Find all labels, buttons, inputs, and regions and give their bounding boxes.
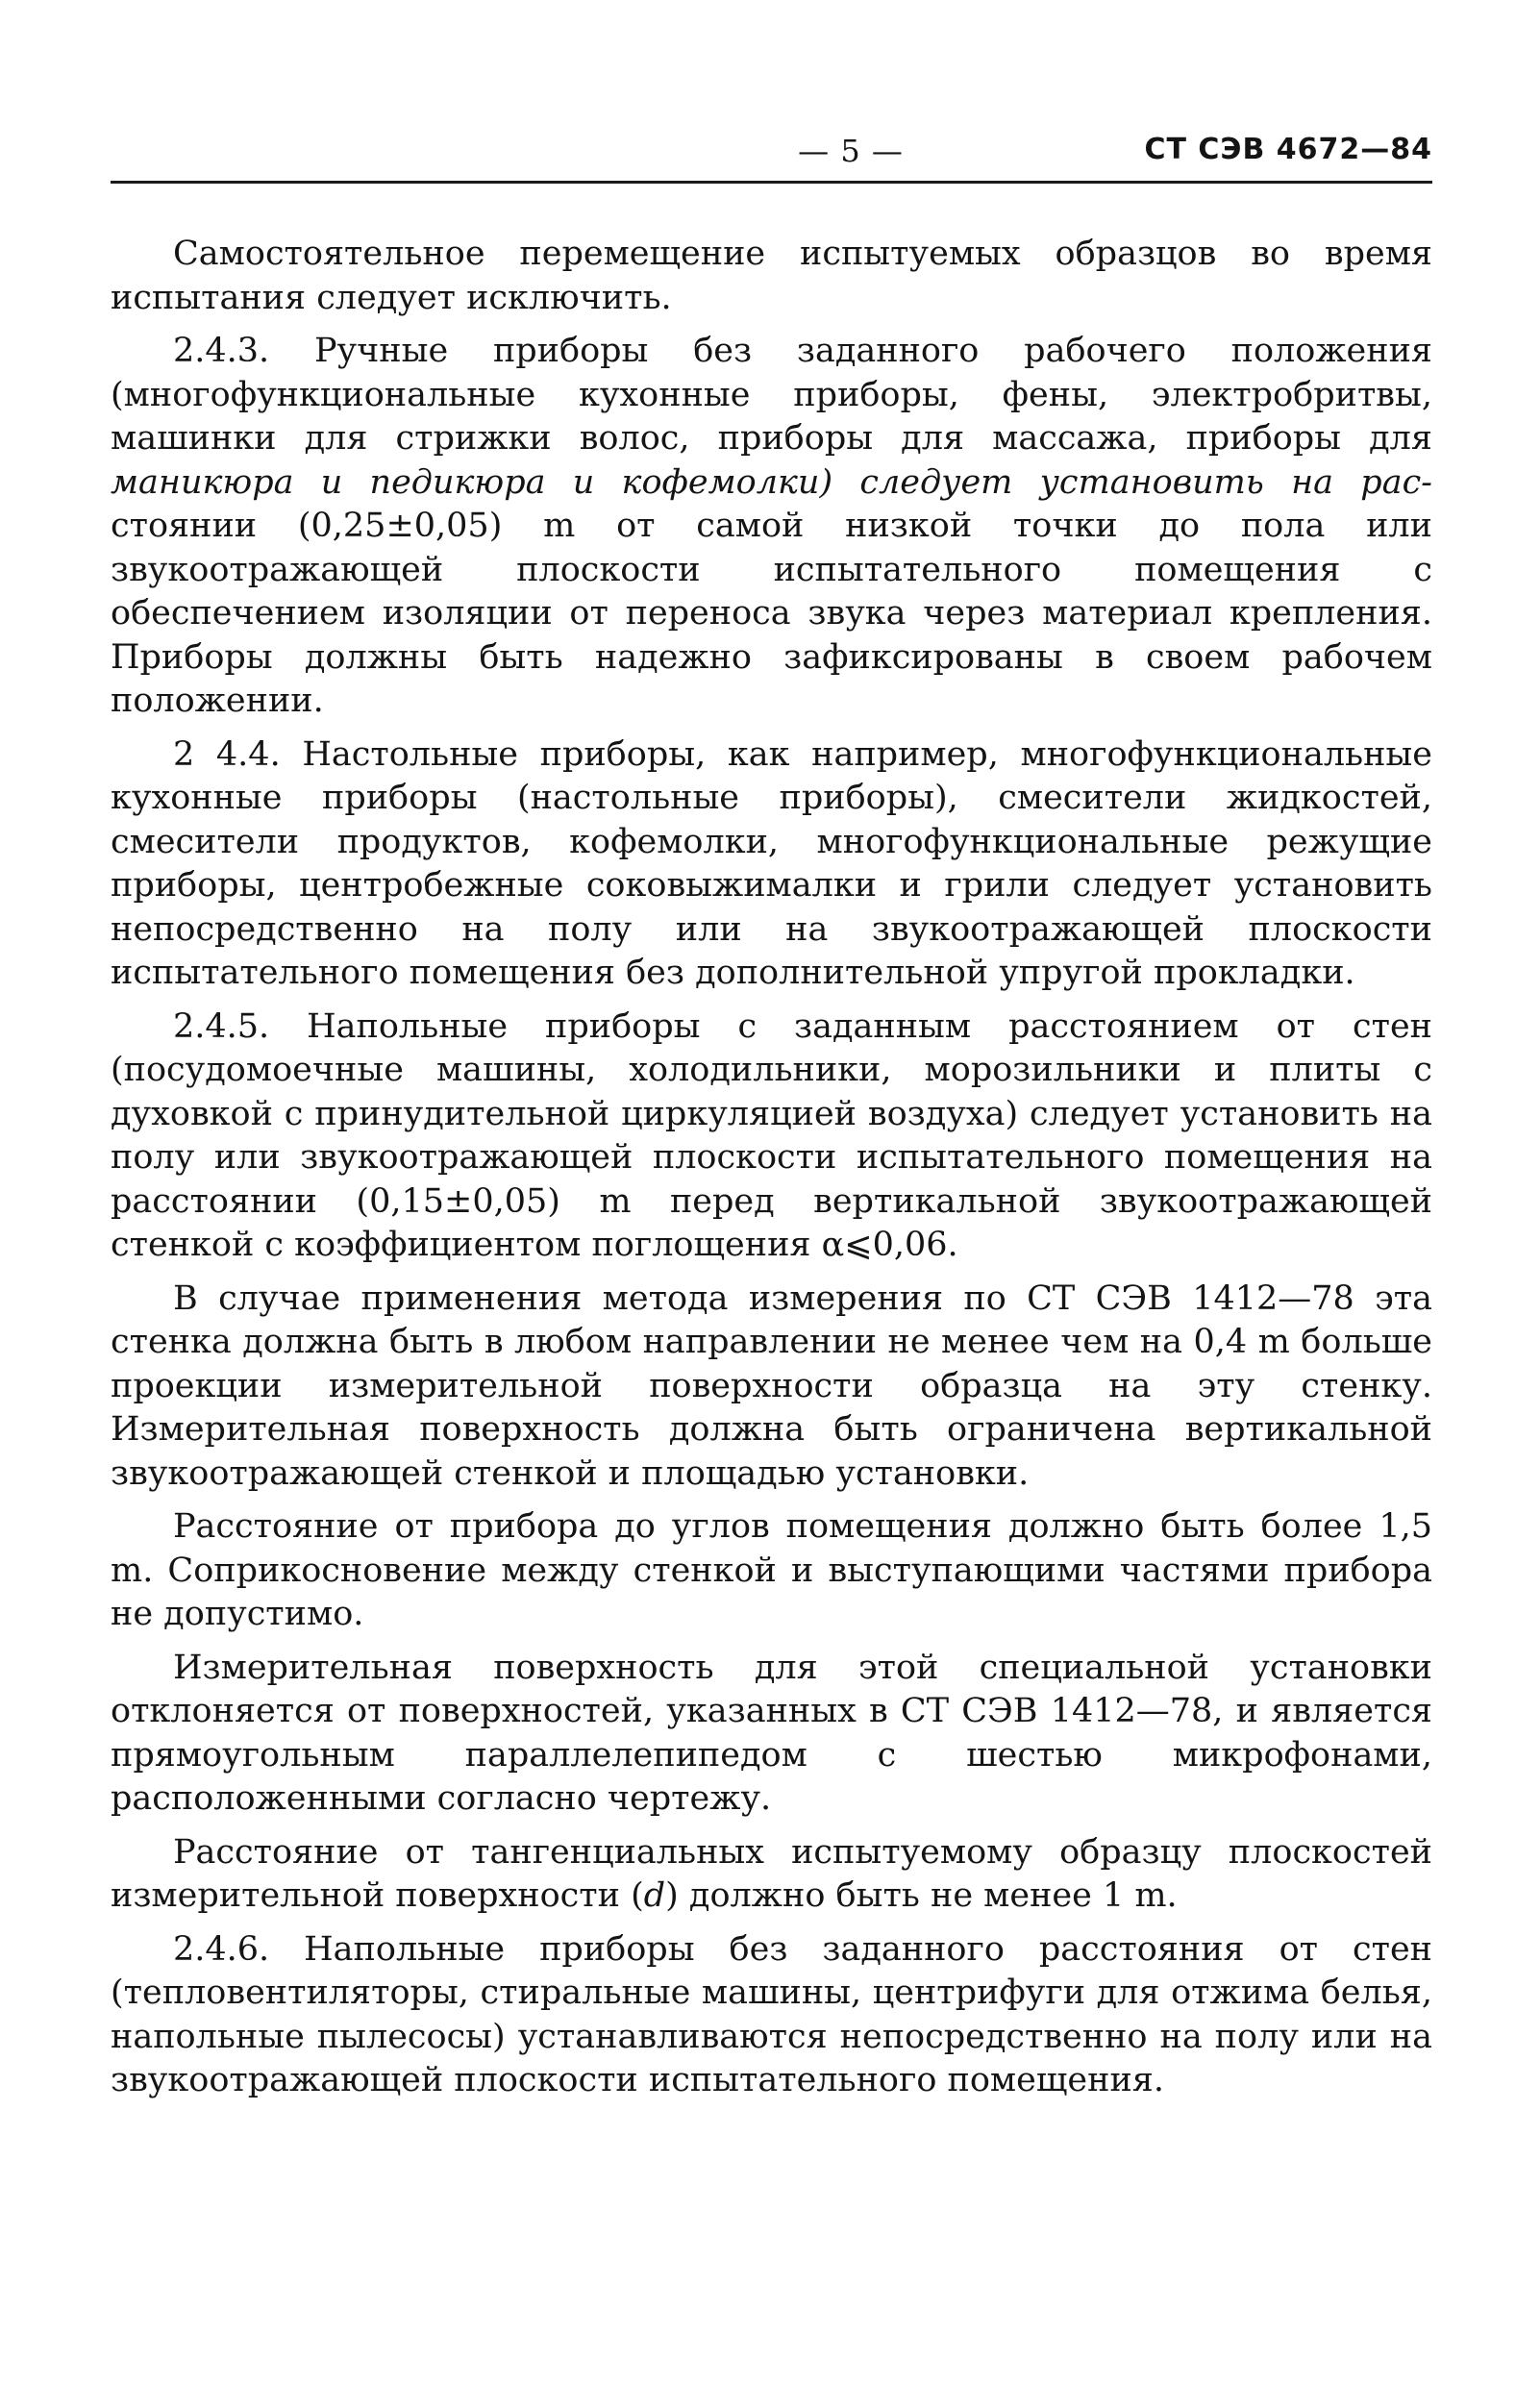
paragraph-text: 2.4.6. Напольные приборы без заданного расстояния от стен (тепловентиляторы, стиральные машины, центрифуги для отжима белья, напольные пылесосы) устанавливаются непосредственно на полу или на звукоотражающей плоскости испытательного помещения. bbox=[111, 1929, 1444, 2099]
paragraph-text: стоянии (0,25±0,05) m от самой низкой точки до пола или звукоотражающей плоскости испытательного помещения с обеспечением изоляции от переноса звука через материал крепления. Приборы должны быть надежно зафиксированы в своем рабочем положении. bbox=[111, 507, 1444, 720]
paragraph-method-1412 bbox=[111, 1278, 1444, 1497]
header-rule bbox=[111, 181, 1432, 184]
paragraph-text: 2 4.4. Настольные приборы, как например, многофункциональные кухонные приборы (настольные приборы), смесители жидкостей, смесители продуктов, кофемолки, многофункциональные режущие приборы, центробежные соковыжималки и грили следует установить непосредственно на полу или на звукоотражающей плоскости испытательного помещения без дополнительной упругой прокладки. bbox=[111, 734, 1444, 992]
paragraph-italic-text: d bbox=[643, 1876, 666, 1915]
paragraph-text: В случае применения метода измерения по СТ СЭВ 1412—78 эта стенка должна быть в любом направлении не менее чем на 0,4 m больше проекции измерительной поверхности образца на эту стенку. Измерительная поверхность должна быть ограничена вертикальной звукоотражающей стенкой и площадью установки. bbox=[111, 1278, 1444, 1493]
paragraph-text: 2.4.3. Ручные приборы без заданного рабочего положения (многофункциональные кухонные приборы, фены, электробритвы, машинки для стрижки волос, приборы для массажа, приборы для bbox=[111, 332, 1444, 458]
page-number: — 5 — bbox=[798, 133, 904, 169]
paragraph-text: Измерительная поверхность для этой специальной установки отклоняется от поверхностей, указанных в СТ СЭВ 1412—78, и является прямоугольным параллелепипедом с шестью микрофонами, расположенными согласно чертежу. bbox=[111, 1648, 1444, 1818]
document-body bbox=[111, 233, 1444, 2113]
paragraph-room-corners bbox=[111, 1505, 1444, 1637]
paragraph-2-4-5 bbox=[111, 1005, 1444, 1268]
standard-code: СТ СЭВ 4672—84 bbox=[1144, 133, 1432, 166]
paragraph-text: 2.4.5. Напольные приборы с заданным расстоянием от стен (посудомоечные машины, холодильники, морозильники и плиты с духовкой с принудительной циркуляцией воздуха) следует установить на полу или звукоотражающей плоскости испытательного помещения на расстоянии (0,15±0,05) m перед вертикальной звукоотражающей стенкой с коэффициентом поглощения α⩽0,06. bbox=[111, 1006, 1444, 1264]
paragraph-measuring-surface bbox=[111, 1647, 1444, 1822]
paragraph-italic-text: маникюра и педикюра и кофемолки) следует установить на рас- bbox=[111, 462, 1432, 502]
paragraph-2-4-3 bbox=[111, 330, 1444, 724]
paragraph-text: Расстояние от тангенциальных испытуемому образцу плоскостей измерительной поверхности ( bbox=[111, 1832, 1444, 1915]
paragraph-text: ) должно быть не менее 1 m. bbox=[665, 1876, 1178, 1915]
paragraph-2-4-4 bbox=[111, 733, 1444, 996]
paragraph-sample-movement bbox=[111, 233, 1444, 320]
paragraph-tangential-distance bbox=[111, 1831, 1444, 1919]
paragraph-text: Расстояние от прибора до углов помещения должно быть более 1,5 m. Соприкосновение между стенкой и выступающими частями прибора не допустимо. bbox=[111, 1507, 1444, 1633]
paragraph-2-4-6 bbox=[111, 1928, 1444, 2103]
page-header bbox=[111, 129, 1432, 175]
paragraph-text: Самостоятельное перемещение испытуемых образцов во время испытания следует исключить. bbox=[111, 235, 1444, 317]
